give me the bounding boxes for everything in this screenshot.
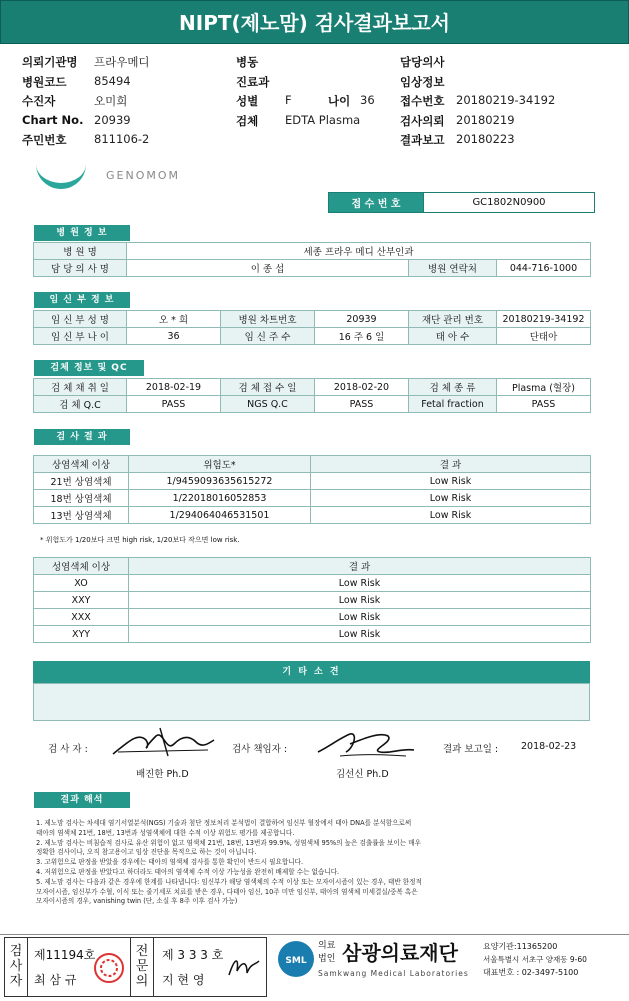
accession-label: 접수번호 (400, 94, 445, 108)
doctor-name-label: 담 당 의 사 명 (34, 260, 127, 277)
fetal-fraction-value: PASS (497, 396, 591, 413)
chart-value: 20939 (94, 112, 131, 127)
org-small-2: 법인 (318, 954, 336, 964)
org-name: 삼광의료재단 (342, 941, 458, 965)
interpretation-line: 4. 저위험으로 판정을 받았다고 하더라도 태아의 염색체 수적 이상 가능성을 완전히 배제할 수는 없습니다. (36, 867, 340, 876)
result-col-header: 결 과 (311, 456, 591, 473)
expert-vertical-label: 전문의 (135, 944, 149, 989)
report-date-label: 결과 보고일 : (443, 744, 499, 755)
risk-col-header: 위험도* (129, 456, 311, 473)
section-results: 검 사 결 과 (34, 429, 130, 445)
karyotype: XO (34, 575, 129, 592)
genomom-logo (36, 163, 236, 187)
fetus-label: 태 아 수 (409, 328, 497, 345)
interpretation-line: 2. 제노맘 검사는 비침습적 검사로 유산 위험이 없고 염색체 21번, 18번, 13번과 99.9%, 성염색체 95%의 높은 검출률을 보이는 매우 (36, 838, 421, 847)
section-pregnant-info: 임 신 부 정 보 (34, 292, 130, 308)
foundation-label: 재단 관리 번호 (409, 311, 497, 328)
org-english-name: Samkwang Medical Laboratories (318, 969, 469, 978)
logo-text: GENOMOM (106, 169, 181, 182)
weeks-value: 16 주 6 일 (315, 328, 409, 345)
collect-label: 검 체 채 취 일 (34, 379, 127, 396)
logo-arc-icon (36, 163, 86, 189)
tester-vertical-label: 검사자 (9, 944, 23, 989)
specimen-info-table (33, 378, 591, 413)
interpretation-line: 1. 제노맘 검사는 차세대 염기서열분석(NGS) 기술과 첨단 정보처리 분석법이 결합하여 임신부 혈장에서 태아 DNA를 분석함으로써 (36, 819, 412, 827)
table-row (34, 473, 591, 490)
section-interpretation: 결과 해석 (34, 792, 130, 808)
result-value: Low Risk (311, 473, 591, 490)
ngs-value: PASS (315, 396, 409, 413)
hospital-name-value: 세종 프라우 메디 산부인과 (127, 243, 591, 260)
patient-value: 오미희 (94, 94, 128, 108)
tester-vertical-box (4, 937, 28, 997)
sml-logo-icon (276, 939, 316, 979)
autosome-results-table (33, 455, 591, 524)
rrn-label: 주민번호 (22, 133, 67, 147)
result-value: Low Risk (129, 592, 591, 609)
specimen-type-label: 검 체 종 류 (409, 379, 497, 396)
specimen-label: 검체 (236, 113, 259, 128)
fetus-value: 단태아 (497, 328, 591, 345)
receipt-number-table (328, 192, 595, 213)
chart-label: Chart No. (22, 112, 84, 127)
request-label: 검사의뢰 (400, 113, 445, 128)
manager-name: 김선신 Ph.D (336, 769, 389, 780)
ward-label: 병동 (236, 55, 259, 69)
qc-value: PASS (127, 396, 221, 413)
risk-note: * 위험도가 1/20보다 크면 high risk, 1/20보다 작으면 low risk. (40, 536, 240, 544)
chromosome-name: 18번 상염색체 (34, 490, 129, 507)
tester-name: 배진한 Ph.D (136, 769, 189, 780)
result-value: Low Risk (129, 609, 591, 626)
doctor-label: 담당의사 (400, 55, 445, 69)
expert-license-no: 제 3 3 3 호 (162, 948, 224, 962)
interpretation-line: 5. 제노맘 검사는 다음과 같은 경우에 한계를 나타냅니다: 임신부가 해당 염색체의 수적 이상 또는 모자이시즘이 있는 경우, 태반 한정적 (36, 877, 422, 886)
sex-result-col-header: 결 과 (129, 558, 591, 575)
sex-label: 성별 (236, 94, 259, 108)
clinical-label: 임상정보 (400, 74, 445, 89)
manager-signature-icon (310, 724, 420, 762)
accession-value: 20180219-34192 (456, 93, 556, 107)
code-label: 병원코드 (22, 74, 67, 89)
tester-license-no: 제11194호 (34, 948, 96, 962)
section-hospital-info: 병 원 정 보 (34, 225, 130, 241)
expert-license-name: 지 현 영 (162, 973, 205, 987)
age-label: 나이 (328, 94, 351, 108)
report-title: NIPT(제노맘) 검사결과보고서 (0, 0, 629, 44)
tester-signature-icon (108, 722, 218, 762)
collect-value: 2018-02-19 (127, 379, 221, 396)
hospital-name-label: 병 원 명 (34, 243, 127, 260)
rrn-value: 811106-2 (94, 132, 150, 146)
table-row (34, 575, 591, 592)
pregnant-chart-value: 20939 (315, 311, 409, 328)
table-row (34, 609, 591, 626)
result-value: Low Risk (129, 626, 591, 643)
sex-chromosome-table (33, 557, 591, 643)
section-specimen-info: 검체 정보 및 QC (34, 360, 144, 376)
karyotype: XYY (34, 626, 129, 643)
table-row (34, 490, 591, 507)
org-small-1: 의료 (318, 941, 336, 951)
doctor-name-value: 이 종 섭 (127, 260, 409, 277)
sex-col-header: 성염색체 이상 (34, 558, 129, 575)
receipt-value: GC1802N0900 (424, 193, 595, 213)
qc-label: 검 체 Q.C (34, 396, 127, 413)
report-value: 20180223 (456, 132, 515, 146)
received-value: 2018-02-20 (315, 379, 409, 396)
autosome-col-header: 상염색체 이상 (34, 456, 129, 473)
manager-label: 검사 책임자 : (232, 744, 288, 755)
report-label: 결과보고 (400, 133, 445, 147)
result-value: Low Risk (311, 507, 591, 524)
interpretation-line: 태아의 염색체 21번, 18번, 13번과 성염색체에 대한 수적 이상 위험도 평가를 제공합니다. (36, 828, 295, 837)
chromosome-name: 21번 상염색체 (34, 473, 129, 490)
chromosome-name: 13번 상염색체 (34, 507, 129, 524)
expert-signature-icon (225, 953, 261, 981)
org-address: 서울특별시 서초구 양재동 9-60 (483, 955, 587, 964)
contact-label: 병원 연락처 (409, 260, 497, 277)
tester-label: 검 사 자 : (48, 744, 88, 755)
red-seal-icon (92, 951, 126, 985)
interpretation-line: 모자이시즘, 임신부가 수혈, 이식 또는 줄기세포 치료를 받은 경우, 다태아 임신, 10주 미만 임신부, 태아의 염색체 미세결실/중복 혹은 (36, 887, 418, 896)
hospital-label: 의뢰기관명 (22, 55, 78, 69)
footer (0, 934, 629, 1001)
remarks-header: 기 타 소 견 (33, 661, 590, 683)
contact-value: 044-716-1000 (497, 260, 591, 277)
patient-label: 수진자 (22, 94, 56, 108)
pregnant-age-label: 임 신 부 나 이 (34, 328, 127, 345)
result-value: Low Risk (129, 575, 591, 592)
report-date-value: 2018-02-23 (521, 741, 577, 752)
ngs-label: NGS Q.C (221, 396, 315, 413)
pregnant-chart-label: 병원 차트번호 (221, 311, 315, 328)
tester-license-name: 최 삼 규 (34, 973, 77, 987)
result-value: Low Risk (311, 490, 591, 507)
sml-logo-text: SML (285, 956, 307, 966)
code-value: 85494 (94, 73, 131, 88)
hospital-value: 프라우메디 (94, 55, 150, 69)
weeks-label: 임 신 주 수 (221, 328, 315, 345)
interpretation-line: 정확한 검사이나, 오직 참고용이고 임상 진단을 목적으로 하는 것이 아닙니다. (36, 848, 257, 857)
receipt-label: 접 수 번 호 (329, 193, 424, 213)
foundation-value: 20180219-34192 (497, 311, 591, 328)
karyotype: XXX (34, 609, 129, 626)
fetal-fraction-label: Fetal fraction (409, 396, 497, 413)
specimen-type-value: Plasma (혈장) (497, 379, 591, 396)
org-phone: 대표번호 : 02-3497-5100 (483, 968, 579, 977)
specimen-value: EDTA Plasma (285, 112, 361, 127)
pregnant-info-table (33, 310, 591, 345)
table-row (34, 507, 591, 524)
table-row (34, 592, 591, 609)
table-row (34, 626, 591, 643)
sex-value: F (285, 93, 292, 107)
risk-value: 1/22018016052853 (129, 490, 311, 507)
patient-header (22, 54, 612, 152)
age-value: 36 (360, 93, 375, 107)
remarks-body (33, 683, 590, 721)
received-label: 검 체 접 수 일 (221, 379, 315, 396)
dept-label: 진료과 (236, 74, 270, 89)
karyotype: XXY (34, 592, 129, 609)
risk-value: 1/9459093635615272 (129, 473, 311, 490)
pregnant-age-value: 36 (127, 328, 221, 345)
interpretation-line: 모자이시즘의 경우, vanishing twin (단, 소실 후 8주 이후 검사 가능) (36, 897, 238, 906)
interpretation-text (36, 819, 596, 907)
institution-code: 요양기관:11365200 (483, 942, 558, 951)
pregnant-name-label: 임 신 부 성 명 (34, 311, 127, 328)
hospital-info-table (33, 242, 591, 277)
pregnant-name-value: 오 * 희 (127, 311, 221, 328)
request-value: 20180219 (456, 112, 515, 127)
interpretation-line: 3. 고위험으로 판정을 받았을 경우에는 태아의 염색체 검사를 통한 확인이 반드시 필요합니다. (36, 858, 304, 867)
risk-value: 1/294064046531501 (129, 507, 311, 524)
expert-vertical-box (130, 937, 154, 997)
